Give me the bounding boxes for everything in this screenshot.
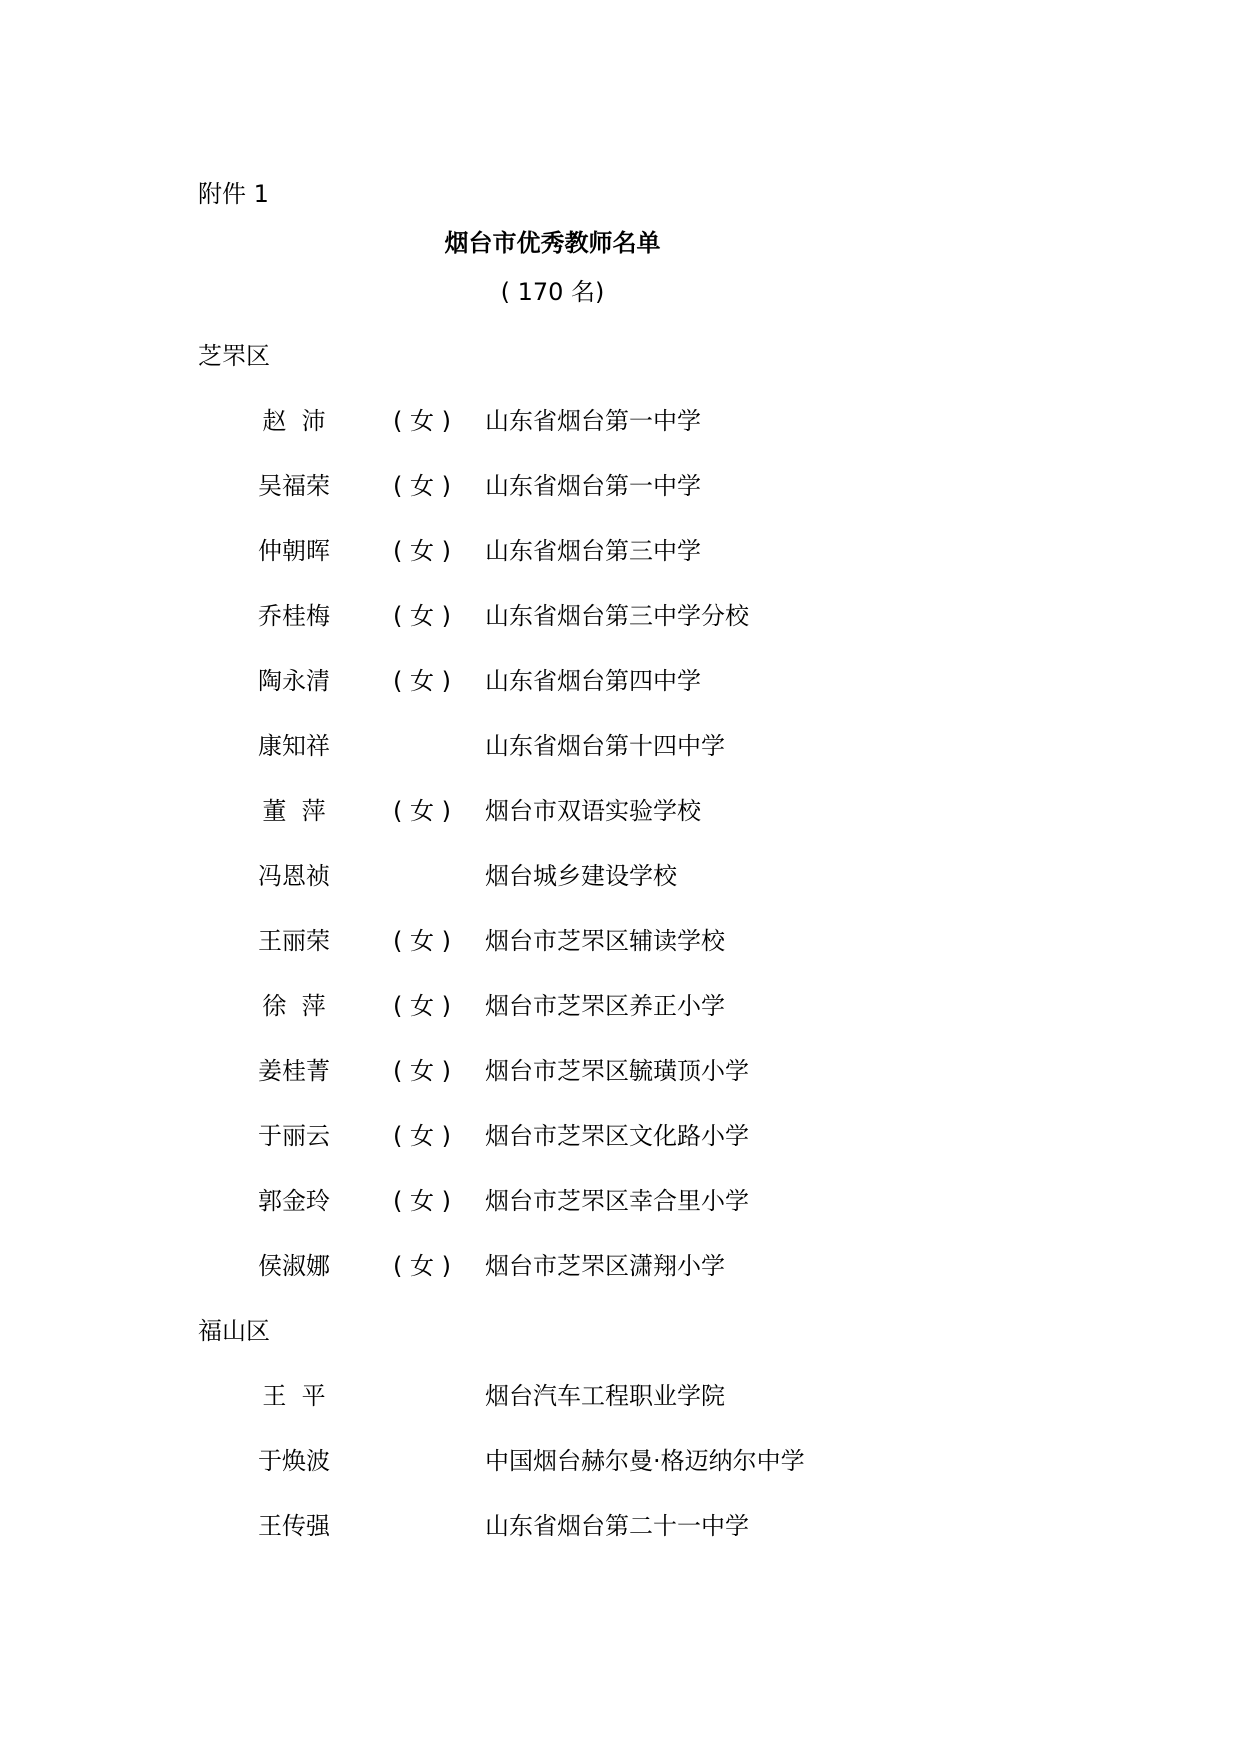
list-item [0, 405, 1240, 437]
district-heading: 福山区 [198, 1317, 270, 1345]
teacher-name: 王传强 [258, 1512, 330, 1540]
school-name: 山东省烟台第二十一中学 [485, 1512, 749, 1540]
teacher-name: 徐 萍 [262, 992, 326, 1020]
gender-note: ( 女 ) [393, 927, 451, 955]
school-name: 山东省烟台第十四中学 [485, 732, 725, 760]
gender-note: ( 女 ) [393, 667, 451, 695]
teacher-name: 冯恩祯 [258, 862, 330, 890]
teacher-name: 乔桂梅 [258, 602, 330, 630]
school-name: 烟台城乡建设学校 [485, 862, 677, 890]
teacher-name: 于丽云 [258, 1122, 330, 1150]
teacher-name: 董 萍 [262, 797, 326, 825]
school-name: 中国烟台赫尔曼·格迈纳尔中学 [485, 1447, 805, 1475]
gender-note: ( 女 ) [393, 537, 451, 565]
school-name: 山东省烟台第一中学 [485, 407, 701, 435]
document-subtitle: ( 170 名) [500, 278, 605, 306]
school-name: 烟台市双语实验学校 [485, 797, 701, 825]
teacher-name: 郭金玲 [258, 1187, 330, 1215]
list-item [0, 1445, 1240, 1477]
teacher-name: 仲朝晖 [258, 537, 330, 565]
list-item [0, 795, 1240, 827]
teacher-name: 侯淑娜 [258, 1252, 330, 1280]
list-item [0, 665, 1240, 697]
teacher-name: 姜桂菁 [258, 1057, 330, 1085]
gender-note: ( 女 ) [393, 992, 451, 1020]
gender-note: ( 女 ) [393, 1252, 451, 1280]
teacher-name: 王丽荣 [258, 927, 330, 955]
list-item [0, 1380, 1240, 1412]
list-item [0, 470, 1240, 502]
school-name: 烟台市芝罘区辅读学校 [485, 927, 725, 955]
attachment-label: 附件 1 [198, 180, 269, 208]
list-item [0, 1120, 1240, 1152]
teacher-name: 吴福荣 [258, 472, 330, 500]
teacher-name: 于焕波 [258, 1447, 330, 1475]
teacher-name: 赵 沛 [262, 407, 326, 435]
teacher-name: 康知祥 [258, 732, 330, 760]
list-item [0, 860, 1240, 892]
document-title: 烟台市优秀教师名单 [444, 229, 661, 257]
list-item [0, 1185, 1240, 1217]
gender-note: ( 女 ) [393, 797, 451, 825]
school-name: 烟台市芝罘区毓璜顶小学 [485, 1057, 749, 1085]
school-name: 烟台市芝罘区文化路小学 [485, 1122, 749, 1150]
school-name: 山东省烟台第三中学 [485, 537, 701, 565]
district-heading: 芝罘区 [198, 342, 270, 370]
school-name: 山东省烟台第三中学分校 [485, 602, 749, 630]
gender-note: ( 女 ) [393, 407, 451, 435]
list-item [0, 990, 1240, 1022]
list-item [0, 535, 1240, 567]
school-name: 烟台市芝罘区潇翔小学 [485, 1252, 725, 1280]
list-item [0, 730, 1240, 762]
teacher-name: 王 平 [262, 1382, 326, 1410]
school-name: 烟台市芝罘区养正小学 [485, 992, 725, 1020]
school-name: 山东省烟台第四中学 [485, 667, 701, 695]
gender-note: ( 女 ) [393, 1057, 451, 1085]
list-item [0, 925, 1240, 957]
list-item [0, 1055, 1240, 1087]
school-name: 烟台市芝罘区幸合里小学 [485, 1187, 749, 1215]
list-item [0, 1510, 1240, 1542]
gender-note: ( 女 ) [393, 472, 451, 500]
school-name: 山东省烟台第一中学 [485, 472, 701, 500]
list-item [0, 1250, 1240, 1282]
gender-note: ( 女 ) [393, 602, 451, 630]
gender-note: ( 女 ) [393, 1187, 451, 1215]
school-name: 烟台汽车工程职业学院 [485, 1382, 725, 1410]
list-item [0, 600, 1240, 632]
teacher-name: 陶永清 [258, 667, 330, 695]
gender-note: ( 女 ) [393, 1122, 451, 1150]
